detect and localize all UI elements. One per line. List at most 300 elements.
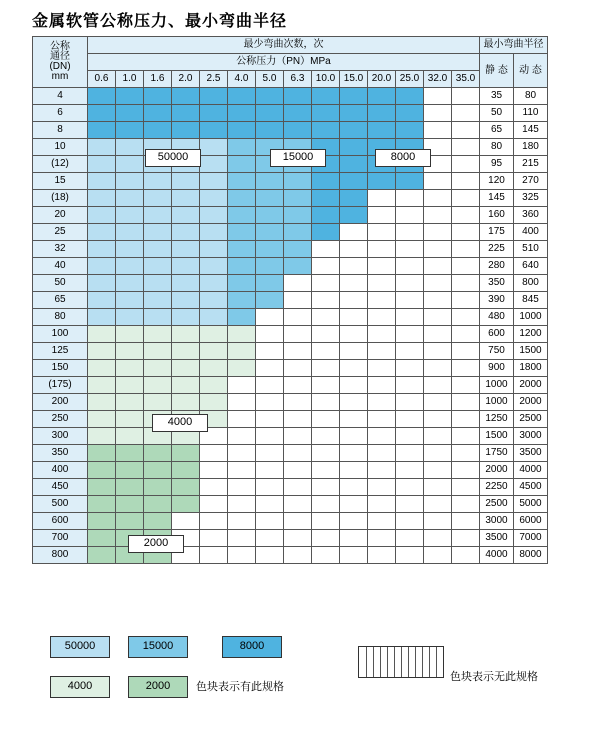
radius-static-cell: 390 [480,292,514,309]
spec-cell [116,224,144,241]
spec-cell [88,88,116,105]
pressure-header: 公称压力（PN）MPa [88,54,480,71]
spec-cell [424,275,452,292]
spec-cell [340,309,368,326]
table-row [33,360,548,377]
spec-cell [340,530,368,547]
spec-cell [340,139,368,156]
spec-cell [368,258,396,275]
spec-cell [368,122,396,139]
spec-cell [256,377,284,394]
table-row [33,428,548,445]
spec-cell [396,173,424,190]
radius-static-cell: 3500 [480,530,514,547]
spec-cell [424,207,452,224]
spec-cell [172,394,200,411]
spec-cell [200,377,228,394]
spec-cell [312,479,340,496]
spec-cell [144,496,172,513]
spec-cell [228,394,256,411]
spec-cell [228,156,256,173]
spec-cell [424,258,452,275]
spec-cell [424,462,452,479]
spec-cell [312,275,340,292]
spec-cell [368,394,396,411]
spec-cell [424,496,452,513]
spec-cell [172,343,200,360]
radius-static-cell: 3000 [480,513,514,530]
spec-cell [116,258,144,275]
spec-cell [452,496,480,513]
spec-cell [284,122,312,139]
spec-cell [424,377,452,394]
spec-cell [200,275,228,292]
spec-cell [144,105,172,122]
spec-cell [312,377,340,394]
spec-cell [200,326,228,343]
radius-static-cell: 160 [480,207,514,224]
spec-cell [116,513,144,530]
spec-cell [340,496,368,513]
spec-cell [88,309,116,326]
legend-no-spec-text: 色块表示无此规格 [450,671,538,683]
spec-cell [284,462,312,479]
spec-cell [200,547,228,564]
spec-cell [396,292,424,309]
spec-cell [340,88,368,105]
dn-cell: 40 [33,258,88,275]
spec-cell [200,394,228,411]
spec-cell [116,394,144,411]
spec-cell [312,343,340,360]
spec-cell [256,105,284,122]
radius-dynamic-cell: 145 [514,122,548,139]
spec-cell [312,224,340,241]
spec-cell [228,122,256,139]
dn-cell: 200 [33,394,88,411]
spec-cell [228,445,256,462]
spec-cell [144,241,172,258]
spec-cell [256,411,284,428]
spec-cell [172,88,200,105]
spec-cell [116,156,144,173]
spec-cell [284,360,312,377]
radius-dynamic-cell: 5000 [514,496,548,513]
spec-cell [144,207,172,224]
spec-cell [256,190,284,207]
spec-cell [256,309,284,326]
dn-cell: 100 [33,326,88,343]
spec-cell [172,105,200,122]
spec-cell [396,343,424,360]
spec-cell [172,496,200,513]
radius-dynamic-cell: 110 [514,105,548,122]
spec-cell [340,105,368,122]
bend-count-header: 最少弯曲次数，次 [88,37,480,54]
spec-cell [424,326,452,343]
pressure-header-cell: 20.0 [368,71,396,88]
spec-cell [88,377,116,394]
spec-cell [116,88,144,105]
spec-cell [144,377,172,394]
radius-static-cell: 4000 [480,547,514,564]
dn-cell: 20 [33,207,88,224]
spec-cell [200,88,228,105]
spec-cell [116,377,144,394]
dn-header-cell [33,37,88,88]
spec-cell [88,360,116,377]
spec-cell [200,343,228,360]
spec-cell [256,122,284,139]
spec-cell [452,394,480,411]
spec-cell [312,122,340,139]
spec-cell [396,275,424,292]
legend [50,636,570,706]
radius-static-cell: 1000 [480,377,514,394]
spec-cell [256,530,284,547]
spec-cell [452,173,480,190]
spec-cell [200,445,228,462]
radius-dynamic-cell: 7000 [514,530,548,547]
spec-cell [144,343,172,360]
spec-cell [256,326,284,343]
spec-cell [200,309,228,326]
spec-cell [368,513,396,530]
spec-cell [368,428,396,445]
spec-cell [284,377,312,394]
spec-cell [144,326,172,343]
spec-cell [368,343,396,360]
spec-cell [172,292,200,309]
spec-cell [88,445,116,462]
spec-cell [116,496,144,513]
dn-cell: (175) [33,377,88,394]
spec-cell [340,513,368,530]
radius-dynamic-cell: 325 [514,190,548,207]
spec-cell [284,292,312,309]
spec-cell [452,224,480,241]
radius-dynamic-cell: 360 [514,207,548,224]
spec-cell [424,360,452,377]
spec-cell [88,275,116,292]
radius-static-cell: 1250 [480,411,514,428]
spec-cell [396,207,424,224]
spec-cell [88,343,116,360]
spec-cell [424,105,452,122]
spec-cell [200,241,228,258]
spec-cell [452,411,480,428]
spec-cell [88,411,116,428]
dn-cell: 300 [33,428,88,445]
spec-cell [172,360,200,377]
radius-dynamic-cell: 2000 [514,394,548,411]
overlay-label: 2000 [128,535,184,553]
spec-cell [452,343,480,360]
spec-cell [368,309,396,326]
spec-cell [284,496,312,513]
spec-cell [228,326,256,343]
spec-cell [116,105,144,122]
spec-cell [200,190,228,207]
spec-cell [228,224,256,241]
pressure-header-cell: 6.3 [284,71,312,88]
dn-cell: 800 [33,547,88,564]
radius-dynamic-cell: 510 [514,241,548,258]
spec-cell [312,173,340,190]
radius-dynamic-cell: 180 [514,139,548,156]
radius-dynamic-cell: 270 [514,173,548,190]
spec-cell [340,292,368,309]
table-row [33,445,548,462]
spec-cell [228,411,256,428]
spec-cell [424,343,452,360]
pressure-header-cell: 15.0 [340,71,368,88]
spec-cell [452,241,480,258]
spec-cell [284,343,312,360]
dn-cell: 15 [33,173,88,190]
spec-cell [172,173,200,190]
spec-cell [256,462,284,479]
spec-cell [452,207,480,224]
spec-cell [228,258,256,275]
radius-dynamic-cell: 3500 [514,445,548,462]
radius-static-cell: 2250 [480,479,514,496]
spec-cell [200,530,228,547]
legend-box-4000: 4000 [50,676,110,698]
spec-cell [312,445,340,462]
radius-dynamic-cell: 2500 [514,411,548,428]
spec-cell [172,275,200,292]
radius-dynamic-cell: 800 [514,275,548,292]
table-row [33,105,548,122]
spec-cell [452,530,480,547]
spec-cell [200,513,228,530]
spec-cell [88,547,116,564]
spec-cell [424,547,452,564]
spec-cell [396,309,424,326]
spec-cell [368,88,396,105]
spec-cell [144,445,172,462]
radius-static-cell: 225 [480,241,514,258]
spec-cell [144,360,172,377]
spec-cell [424,292,452,309]
spec-cell [396,326,424,343]
table-row [33,224,548,241]
spec-cell [172,445,200,462]
overlay-label: 4000 [152,414,208,432]
spec-cell [116,241,144,258]
spec-cell [284,547,312,564]
spec-cell [200,122,228,139]
spec-cell [284,105,312,122]
spec-cell [452,258,480,275]
spec-cell [452,513,480,530]
radius-dynamic-header: 动 态 [514,54,548,88]
spec-cell [88,156,116,173]
spec-cell [396,258,424,275]
spec-cell [340,428,368,445]
pressure-header-cell: 4.0 [228,71,256,88]
table-head [33,37,548,88]
spec-cell [88,394,116,411]
radius-static-cell: 600 [480,326,514,343]
radius-dynamic-cell: 400 [514,224,548,241]
spec-cell [116,326,144,343]
spec-cell [144,292,172,309]
spec-cell [144,258,172,275]
spec-cell [340,275,368,292]
spec-cell [256,173,284,190]
spec-cell [340,224,368,241]
spec-cell [452,275,480,292]
table-row [33,547,548,564]
spec-cell [424,122,452,139]
bend-radius-header: 最小弯曲半径 [480,37,548,54]
spec-cell [368,479,396,496]
spec-cell [396,105,424,122]
table-row [33,326,548,343]
table-row [33,394,548,411]
spec-cell [340,258,368,275]
radius-static-cell: 50 [480,105,514,122]
radius-dynamic-cell: 845 [514,292,548,309]
spec-cell [340,190,368,207]
radius-static-cell: 95 [480,156,514,173]
spec-cell [228,88,256,105]
table-row [33,275,548,292]
spec-table [32,36,548,564]
radius-static-cell: 145 [480,190,514,207]
spec-cell [396,190,424,207]
spec-cell [368,377,396,394]
spec-cell [116,292,144,309]
spec-cell [340,377,368,394]
spec-cell [396,122,424,139]
spec-cell [284,88,312,105]
spec-cell [340,411,368,428]
dn-cell: 250 [33,411,88,428]
spec-cell [396,530,424,547]
spec-cell [200,479,228,496]
spec-cell [228,547,256,564]
spec-cell [228,207,256,224]
spec-cell [200,105,228,122]
spec-cell [424,394,452,411]
spec-cell [200,258,228,275]
spec-cell [368,275,396,292]
dn-cell: 500 [33,496,88,513]
dn-cell: 4 [33,88,88,105]
spec-cell [368,190,396,207]
spec-cell [396,445,424,462]
spec-cell [368,496,396,513]
spec-cell [452,547,480,564]
radius-dynamic-cell: 6000 [514,513,548,530]
spec-cell [424,309,452,326]
pressure-header-cell: 2.5 [200,71,228,88]
spec-cell [368,224,396,241]
legend-box-2000: 2000 [128,676,188,698]
spec-cell [424,428,452,445]
spec-cell [396,479,424,496]
spec-cell [116,309,144,326]
radius-dynamic-cell: 1200 [514,326,548,343]
radius-static-cell: 175 [480,224,514,241]
spec-cell [200,156,228,173]
spec-cell [396,547,424,564]
spec-cell [228,309,256,326]
dn-cell: (18) [33,190,88,207]
spec-cell [312,292,340,309]
dn-header-line-3: (DN) [49,61,71,72]
spec-cell [312,428,340,445]
spec-cell [452,479,480,496]
spec-cell [284,479,312,496]
spec-cell [88,241,116,258]
spec-cell [88,462,116,479]
spec-cell [172,479,200,496]
spec-cell [228,190,256,207]
spec-cell [396,496,424,513]
spec-cell [312,207,340,224]
dn-cell: 10 [33,139,88,156]
radius-dynamic-cell: 4000 [514,462,548,479]
table-row [33,530,548,547]
spec-cell [228,513,256,530]
dn-cell: 600 [33,513,88,530]
spec-cell [312,496,340,513]
spec-cell [340,462,368,479]
spec-cell [340,241,368,258]
spec-cell [200,360,228,377]
spec-cell [88,139,116,156]
spec-cell [396,241,424,258]
spec-cell [424,173,452,190]
spec-cell [172,207,200,224]
table-row [33,462,548,479]
spec-cell [200,224,228,241]
dn-header-line-4: mm [51,71,69,82]
spec-cell [424,445,452,462]
spec-cell [368,462,396,479]
spec-cell [340,343,368,360]
radius-static-cell: 120 [480,173,514,190]
spec-cell [172,122,200,139]
dn-header-line-1: 公称 [50,41,70,52]
spec-cell [256,394,284,411]
spec-cell [368,326,396,343]
spec-cell [368,105,396,122]
spec-cell [200,496,228,513]
spec-cell [116,411,144,428]
spec-cell [88,513,116,530]
legend-box-8000: 8000 [222,636,282,658]
spec-cell [256,479,284,496]
spec-cell [312,190,340,207]
spec-cell [340,173,368,190]
spec-cell [340,360,368,377]
spec-cell [228,275,256,292]
pressure-header-cell: 0.6 [88,71,116,88]
spec-cell [116,428,144,445]
radius-static-cell: 1750 [480,445,514,462]
legend-box-50000: 50000 [50,636,110,658]
dn-cell: 80 [33,309,88,326]
spec-cell [88,496,116,513]
dn-cell: 700 [33,530,88,547]
radius-static-cell: 750 [480,343,514,360]
spec-cell [256,88,284,105]
